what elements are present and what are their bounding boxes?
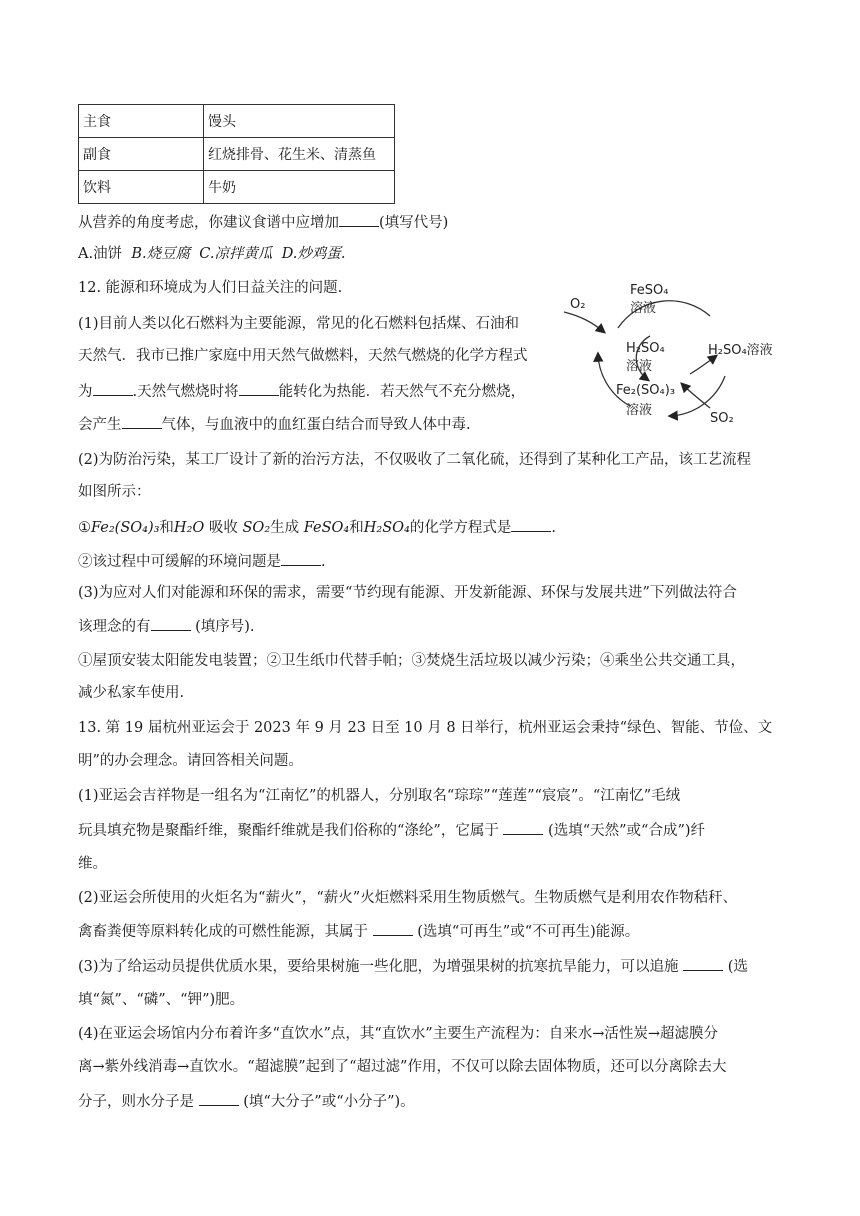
- label-h2so4-solution: H₂SO₄溶液: [708, 343, 773, 358]
- option-c: C.凉拌黄瓜: [199, 246, 273, 262]
- q12-p1-line4: 会产生 气体，与血液中的血红蛋白结合而导致人体中毒.: [78, 414, 471, 435]
- label-o2: O₂: [570, 297, 586, 312]
- q12-p3-line1: (3)为应对人们对能源和环保的需求，需要“节约现有能源、开发新能源、环保与发展共进”下列做法符合: [78, 585, 737, 601]
- q12-p3-line3: ①屋顶安装太阳能发电装置；②卫生纸巾代替手帕；③焚烧生活垃圾以减少污染；④乘坐公共交通工具，: [78, 653, 745, 669]
- option-b: B.烧豆腐: [131, 246, 191, 262]
- answer-blank[interactable]: [93, 381, 133, 396]
- q13-p4-line2: 离→紫外线消毒→直饮水。“超滤膜”起到了“超过滤”作用，不仅可以除去固体物质，还可以分离除去大: [78, 1059, 727, 1075]
- q12-p3-line4: 减少私家车使用.: [78, 685, 185, 701]
- label-h2so4: H₂SO₄: [626, 341, 665, 356]
- h2so4-out-arrow: [690, 356, 716, 374]
- table-cell-value: 红烧排骨、花生米、清蒸鱼: [204, 138, 395, 171]
- q13-p1-line2: 玩具填充物是聚酯纤维，聚酯纤维就是我们俗称的“涤纶”，它属于 (选填“天然”或“合成”)纤: [78, 820, 705, 841]
- q13-p2-line2: 禽畜粪便等原料转化成的可燃性能源，其属于 (选填“可再生”或“不可再生)能源。: [78, 921, 639, 942]
- table-cell-label: 副食: [79, 138, 204, 171]
- table-row: [79, 105, 395, 138]
- formula: Fe₂(SO₄)₃: [91, 520, 160, 536]
- sulfur-cycle-diagram: [560, 276, 790, 436]
- o2-arrow: [564, 312, 604, 332]
- q13-p1-line3: 维。: [78, 856, 107, 872]
- cycle-arc-right: [670, 376, 725, 416]
- q11-prompt: 从营养的角度考虑，你建议食谱中应增加 (填写代号): [78, 212, 448, 233]
- table-row: [79, 171, 395, 204]
- table-cell-label: 主食: [79, 105, 204, 138]
- label-so2: SO₂: [710, 411, 734, 426]
- q13-p4-line3: 分子，则水分子是 (填“大分子”或“小分子”)。: [78, 1091, 415, 1112]
- q11-options: [78, 244, 346, 264]
- answer-blank[interactable]: [503, 820, 543, 835]
- answer-blank[interactable]: [199, 1091, 239, 1106]
- q13-p3-line2: 填“氮”、“磷”、“钾”)肥。: [78, 992, 245, 1008]
- answer-blank[interactable]: [122, 414, 162, 429]
- q13-p2-line1: (2)亚运会所使用的火炬名为“薪火”，“薪火”火炬燃料采用生物质燃气。生物质燃气是利用农作物秸秆、: [78, 890, 738, 906]
- option-d: D.炒鸡蛋.: [281, 246, 346, 262]
- q12-p2-q1: ①Fe₂(SO₄)₃和H₂O 吸收 SO₂生成 FeSO₄和H₂SO₄的化学方程式是 .: [78, 517, 556, 538]
- formula: FeSO₄: [303, 520, 350, 536]
- table-row: [79, 138, 395, 171]
- formula: H₂SO₄: [363, 520, 410, 536]
- label-solution: 溶液: [626, 403, 653, 418]
- q12-p1-line3: 为 .天然气燃烧时将 能转化为热能．若天然气不充分燃烧，: [78, 381, 525, 402]
- label-fe2so43: Fe₂(SO₄)₃: [616, 383, 676, 398]
- q13-p3-line1: (3)为了给运动员提供优质水果，要给果树施一些化肥，为增强果树的抗寒抗旱能力，可以追施 (选: [78, 956, 748, 977]
- q13-p4-line1: (4)在亚运会场馆内分布着许多“直饮水”点，其“直饮水”主要生产流程为：自来水→活性炭→超滤膜分: [78, 1026, 718, 1042]
- q12-p1-line2: 天然气．我市已推广家庭中用天然气做燃料，天然气燃烧的化学方程式: [78, 348, 528, 364]
- q12-p2-line2: 如图所示：: [78, 484, 151, 500]
- formula: SO₂: [242, 520, 271, 536]
- answer-blank[interactable]: [339, 212, 379, 227]
- table-cell-value: 馒头: [204, 105, 395, 138]
- answer-blank[interactable]: [683, 956, 723, 971]
- menu-table: [78, 104, 395, 204]
- answer-blank[interactable]: [281, 551, 321, 566]
- q12-title: 12. 能源和环境成为人们日益关注的问题.: [78, 280, 343, 296]
- label-solution: 溶液: [626, 359, 653, 374]
- q13-line2: 明”的办会理念。请回答相关问题。: [78, 753, 303, 769]
- answer-blank[interactable]: [151, 616, 191, 631]
- q12-p3-line2: 该理念的有 (填序号).: [78, 616, 255, 637]
- q12-p2-line1: (2)为防治污染，某工厂设计了新的治污方法，不仅吸收了二氧化硫，还得到了某种化工产品，该工艺流程: [78, 452, 752, 468]
- table-cell-label: 饮料: [79, 171, 204, 204]
- option-a: A.油饼: [78, 246, 123, 262]
- q13-p1-line1: (1)亚运会吉祥物是一组名为“江南忆”的机器人，分别取名“琮琮”“莲莲”“宸宸”。“江南忆”毛绒: [78, 788, 681, 804]
- answer-blank[interactable]: [239, 381, 279, 396]
- answer-blank[interactable]: [373, 921, 413, 936]
- so2-arrow: [682, 384, 710, 408]
- label-solution: 溶液: [630, 301, 657, 316]
- answer-blank[interactable]: [511, 517, 551, 532]
- formula: H₂O: [173, 520, 205, 536]
- q12-p2-q2: ②该过程中可缓解的环境问题是 .: [78, 551, 326, 572]
- q12-p1-line1: (1)目前人类以化石燃料为主要能源，常见的化石燃料包括煤、石油和: [78, 316, 520, 332]
- q13-line1: 13. 第 19 届杭州亚运会于 2023 年 9 月 23 日至 10 月 8 日举行，杭州亚运会秉持“绿色、智能、节俭、文: [78, 720, 773, 736]
- table-cell-value: 牛奶: [204, 171, 395, 204]
- label-feso4: FeSO₄: [630, 283, 669, 298]
